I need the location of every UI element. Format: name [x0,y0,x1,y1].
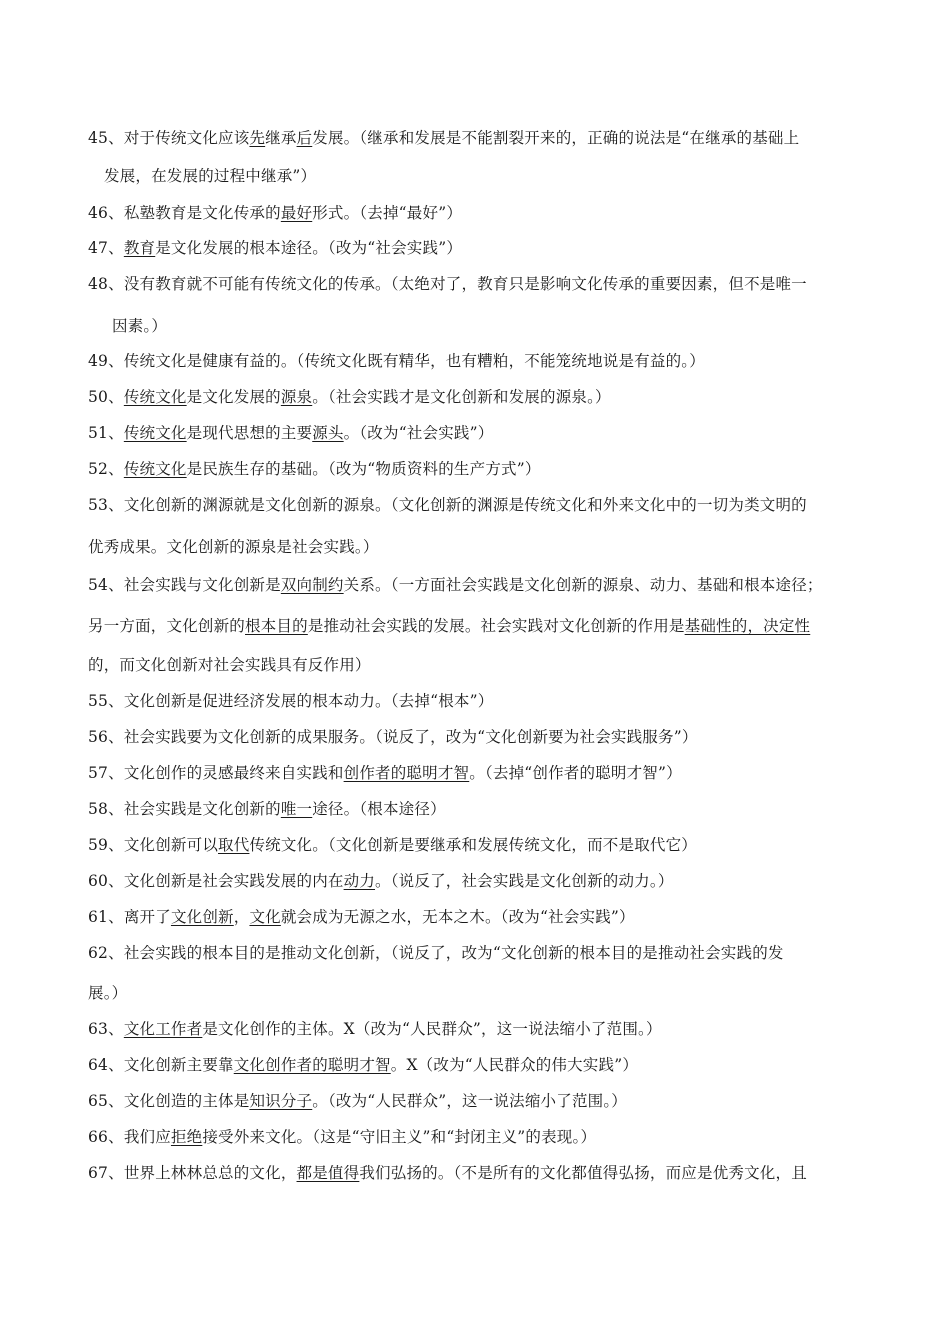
underlined-text: 教育 [123,239,156,257]
text-segment: 57、文化创作的灵感最终来自实践和 [88,764,344,782]
text-segment: 62、社会实践的根本目的是推动文化创新，（说反了，改为“文化创新的根本目的是推动社会实践的发 [88,944,784,962]
text-segment: 关系。（一方面社会实践是文化创新的源泉、动力、基础和根本途径； [343,576,823,594]
text-line [88,1163,807,1183]
text-line [88,387,611,407]
underlined-text: 最好 [280,204,313,222]
text-line [88,537,379,557]
text-segment: 64、文化创新主要靠 [88,1056,234,1074]
text-segment: 优秀成果。文化创新的源泉是社会实践。） [88,538,379,556]
text-segment: 就会成为无源之水，无本之木。（改为“社会实践”） [280,908,635,926]
text-segment: 传统文化。（文化创新是要继承和发展传统文化，而不是取代它） [249,836,697,854]
text-segment: 50、 [88,388,124,406]
text-segment: 49、传统文化是健康有益的。（传统文化既有精华，也有糟粕，不能笼统地说是有益的。） [88,352,705,370]
text-segment: 55、文化创新是促进经济发展的根本动力。（去掉“根本”） [88,692,494,710]
text-line [88,128,799,148]
underlined-text: 传统文化 [123,460,187,478]
underlined-text: 唯一 [280,800,313,818]
underlined-text: 先 [249,129,266,147]
text-segment: 是民族生存的基础。（改为“物质资料的生产方式”） [186,460,541,478]
text-segment: 继承 [265,129,297,147]
text-segment: 发展。（继承和发展是不能割裂开来的，正确的说法是“在继承的基础上 [312,129,800,147]
text-segment: 发展，在发展的过程中继承”） [104,167,317,185]
text-line [88,575,823,595]
text-line [88,351,705,371]
text-segment: 67、世界上林林总总的文化， [88,1164,297,1182]
underlined-text: 源泉 [280,388,313,406]
underlined-text: 文化 [249,908,281,926]
text-line [88,616,810,636]
text-segment: 。X（改为“人民群众的伟大实践”） [390,1056,639,1074]
text-segment: 。（去掉“创作者的聪明才智”） [469,764,682,782]
underlined-text: 取代 [218,836,250,854]
text-segment: 展。） [88,984,128,1002]
underlined-text: 拒绝 [170,1128,203,1146]
text-segment: 65、文化创造的主体是 [88,1092,250,1110]
text-line [88,799,446,819]
text-segment: 形式。（去掉“最好”） [312,204,463,222]
text-segment: 接受外来文化。（这是“守旧主义”和“封闭主义”的表现。） [202,1128,597,1146]
text-line [88,1127,596,1147]
text-segment: 60、文化创新是社会实践发展的内在 [88,872,344,890]
text-line [88,459,541,479]
text-segment: 我们弘扬的。（不是所有的文化都值得弘扬，而应是优秀文化，且 [359,1164,807,1182]
text-segment: 48、没有教育就不可能有传统文化的传承。（太绝对了，教育只是影响文化传承的重要因素，但不是唯一 [88,275,807,293]
text-line [88,1019,662,1039]
underlined-text: 创作者的聪明才智 [343,764,470,782]
underlined-text: 动力 [343,872,376,890]
underlined-text: 根本目的 [245,617,308,635]
text-line [88,655,371,675]
text-segment: 。（改为“人民群众”，这一说法缩小了范围。） [312,1092,627,1110]
text-segment: 45、对于传统文化应该 [88,129,250,147]
text-line [88,203,462,223]
text-segment: 。（说反了，社会实践是文化创新的动力。） [375,872,674,890]
text-segment: 途径。（根本途径） [312,800,446,818]
text-segment: 46、私塾教育是文化传承的 [88,204,281,222]
text-segment: 。（社会实践才是文化创新和发展的源泉。） [312,388,611,406]
text-segment: 56、社会实践要为文化创新的成果服务。（说反了，改为“文化创新要为社会实践服务”） [88,728,698,746]
underlined-text: 后 [296,129,313,147]
text-segment: 是文化创作的主体。X（改为“人民群众”，这一说法缩小了范围。） [202,1020,662,1038]
text-segment: 61、离开了 [88,908,171,926]
text-segment: 58、社会实践是文化创新的 [88,800,281,818]
text-segment: 的，而文化创新对社会实践具有反作用） [88,656,371,674]
underlined-text: 知识分子 [249,1092,313,1110]
text-line [88,727,698,747]
text-line [88,907,635,927]
text-line [88,1091,627,1111]
text-segment: 51、 [88,424,124,442]
underlined-text: 文化创新 [170,908,234,926]
underlined-text: 传统文化 [123,424,187,442]
text-segment: 47、 [88,239,124,257]
text-segment: 因素。） [112,317,168,335]
text-line [88,983,127,1003]
text-line [88,1055,638,1075]
underlined-text: 基础性的，决定性 [684,617,811,635]
text-line [88,495,807,515]
text-line [88,423,493,443]
underlined-text: 都是值得 [296,1164,360,1182]
underlined-text: 源头 [312,424,344,442]
text-line [88,943,784,963]
underlined-text: 文化创作者的聪明才智 [233,1056,391,1074]
text-line [88,274,807,294]
text-segment: 54、社会实践与文化创新是 [88,576,281,594]
text-segment: ， [233,908,250,926]
text-segment: 53、文化创新的渊源就是文化创新的源泉。（文化创新的渊源是传统文化和外来文化中的一切为类文明的 [88,496,807,514]
text-line [88,871,674,891]
text-line [104,166,316,186]
text-line [112,316,167,336]
text-line [88,691,493,711]
text-line [88,835,697,855]
text-segment: 是现代思想的主要 [186,424,313,442]
text-segment: 是文化发展的 [186,388,281,406]
underlined-text: 文化工作者 [123,1020,203,1038]
text-segment: 是文化发展的根本途径。（改为“社会实践”） [155,239,463,257]
text-segment: 。（改为“社会实践”） [343,424,494,442]
text-segment: 59、文化创新可以 [88,836,219,854]
underlined-text: 传统文化 [123,388,187,406]
underlined-text: 双向制约 [280,576,344,594]
text-line [88,238,462,258]
text-segment: 另一方面，文化创新的 [88,617,246,635]
text-segment: 66、我们应 [88,1128,171,1146]
text-line [88,763,682,783]
text-segment: 是推动社会实践的发展。社会实践对文化创新的作用是 [307,617,685,635]
text-segment: 63、 [88,1020,124,1038]
text-segment: 52、 [88,460,124,478]
